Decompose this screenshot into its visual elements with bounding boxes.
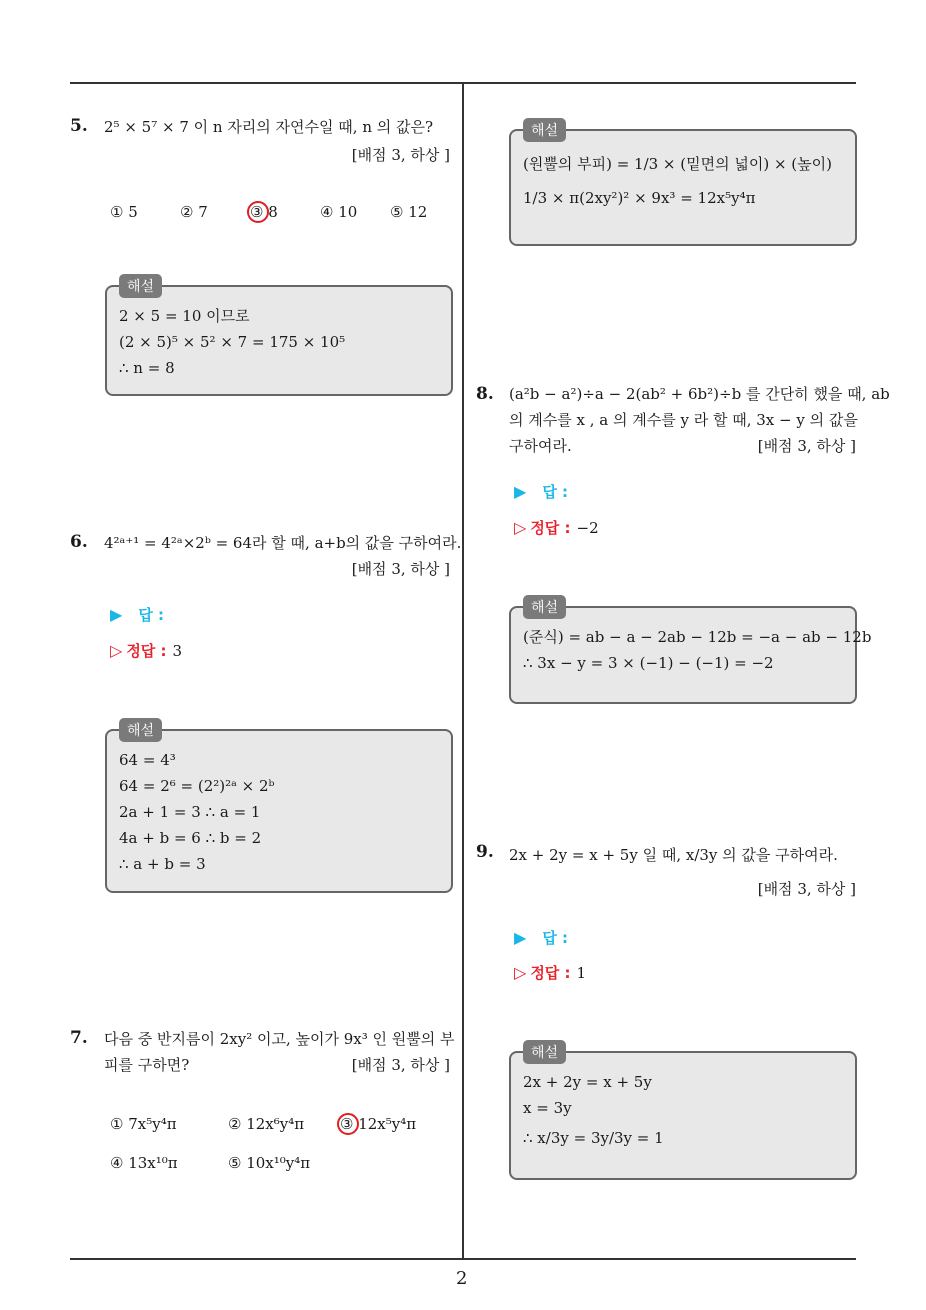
play-arrow-icon: ▶ [514,482,527,501]
explanation-line: (준식) = ab − a − 2ab − 12b = −a − ab − 12b [523,628,872,646]
explanation-box [509,600,872,704]
question-number: 5. [70,116,88,136]
explanation-line: (2 × 5)⁵ × 5² × 7 = 175 × 10⁵ [119,333,346,351]
explanation-tag: 해설 [523,595,566,619]
column-divider [462,84,464,1260]
question-score: [배점 3, 하상 ] [351,146,450,164]
question-text: 의 계수를 x , a 의 계수를 y 라 할 때, 3x − y 의 값을 [509,411,858,429]
explanation-line: 2a + 1 = 3 ∴ a = 1 [119,803,261,821]
explanation-line: 1/3 × π(2xy²)² × 9x³ = 12x⁵y⁴π [523,189,756,207]
question-score: [배점 3, 하상 ] [757,437,856,455]
explanation-tag: 해설 [523,1040,566,1064]
question-score: [배점 3, 하상 ] [351,1056,450,1074]
correct-answer-row [110,640,182,661]
play-arrow-icon: ▶ [110,605,123,624]
play-arrow-icon: ▶ [514,928,527,947]
choice-5[interactable]: ⑤ 10x¹⁰y⁴π [228,1154,311,1172]
answer-label: 답 : [542,929,569,947]
question-score: [배점 3, 하상 ] [351,560,450,578]
choice-3[interactable]: ③ 8 [250,203,278,221]
correct-value: 3 [172,642,183,660]
explanation-box [509,123,857,246]
explanation-tag: 해설 [523,118,566,142]
correct-answer-row [514,517,599,538]
correct-answer-row [514,962,586,983]
question-number: 8. [476,384,494,404]
choice-4[interactable]: ④ 13x¹⁰π [110,1154,178,1172]
answer-label: 답 : [138,606,165,624]
correct-value: −2 [576,519,599,537]
explanation-line: ∴ n = 8 [119,359,175,377]
explanation-line: 64 = 2⁶ = (2²)²ᵃ × 2ᵇ [119,777,275,795]
explanation-line: ∴ 3x − y = 3 × (−1) − (−1) = −2 [523,654,774,672]
correct-label: 정답 : [530,519,571,537]
answer-label: 답 : [542,483,569,501]
explanation-line: 4a + b = 6 ∴ b = 2 [119,829,262,847]
correct-label: 정답 : [530,964,571,982]
question-number: 6. [70,532,88,552]
answer-input-row[interactable] [110,604,164,625]
outline-arrow-icon: ▷ [110,641,123,660]
explanation-tag: 해설 [119,274,162,298]
outline-arrow-icon: ▷ [514,963,527,982]
explanation-line: x = 3y [523,1099,572,1117]
page-number: 2 [456,1268,468,1289]
explanation-box [105,279,453,396]
correct-value: 1 [576,964,587,982]
explanation-line: 2x + 2y = x + 5y [523,1073,652,1091]
explanation-line: ∴ x/3y = 3y/3y = 1 [523,1129,664,1147]
choice-2[interactable]: ② 7 [180,203,208,221]
explanation-box [509,1045,857,1180]
question-text: 구하여라. [509,437,572,455]
question-text: (a²b − a²)÷a − 2(ab² + 6b²)÷b 를 간단히 했을 때, ab [509,385,890,403]
choice-5[interactable]: ⑤ 12 [390,203,428,221]
question-text: 피를 구하면? [104,1056,190,1074]
question-text: 2x + 2y = x + 5y 일 때, x/3y 의 값을 구하여라. [509,846,838,864]
explanation-box [105,723,453,893]
bottom-rule [70,1258,856,1260]
answer-input-row[interactable] [514,481,568,502]
explanation-tag: 해설 [119,718,162,742]
explanation-line: 2 × 5 = 10 이므로 [119,307,250,325]
explanation-line: ∴ a + b = 3 [119,855,206,873]
question-score: [배점 3, 하상 ] [757,880,856,898]
explanation-line: 64 = 4³ [119,751,176,769]
question-text: 2⁵ × 5⁷ × 7 이 n 자리의 자연수일 때, n 의 값은? [104,118,434,136]
choice-2[interactable]: ② 12x⁶y⁴π [228,1115,305,1133]
question-number: 9. [476,842,494,862]
question-text: 4²ᵃ⁺¹ = 4²ᵃ×2ᵇ = 64라 할 때, a+b의 값을 구하여라. [104,534,462,552]
choice-4[interactable]: ④ 10 [320,203,358,221]
answer-input-row[interactable] [514,927,568,948]
correct-label: 정답 : [126,642,167,660]
question-number: 7. [70,1028,88,1048]
explanation-line: (원뿔의 부피) = 1/3 × (밑면의 넓이) × (높이) [523,155,832,173]
choice-3[interactable]: ③ 12x⁵y⁴π [340,1115,417,1133]
choice-1[interactable]: ① 7x⁵y⁴π [110,1115,177,1133]
choice-1[interactable]: ① 5 [110,203,138,221]
outline-arrow-icon: ▷ [514,518,527,537]
question-text: 다음 중 반지름이 2xy² 이고, 높이가 9x³ 인 원뿔의 부 [104,1030,455,1048]
